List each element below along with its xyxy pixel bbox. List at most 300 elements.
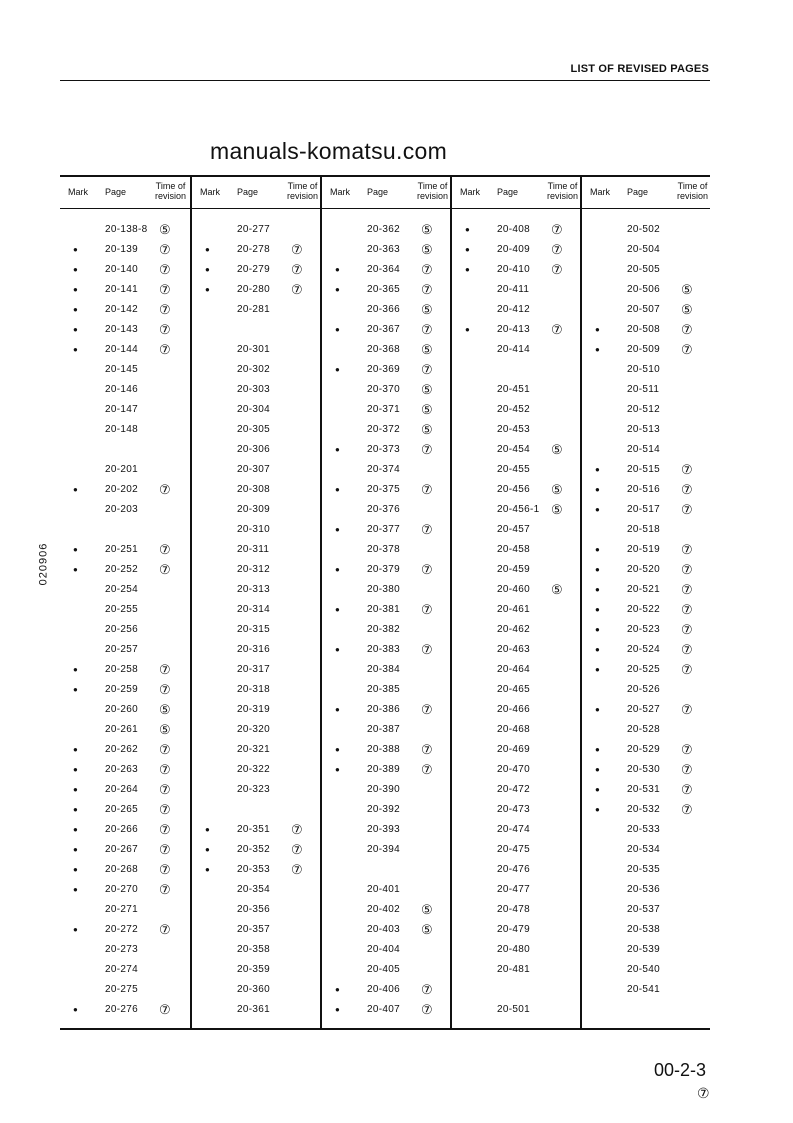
page-revision-mark: ⑦ <box>697 1085 710 1101</box>
page-ref: 20-279 <box>237 264 270 275</box>
table-row <box>322 380 452 400</box>
page-ref: 20-261 <box>105 724 138 735</box>
time-of-revision: ⑤ <box>551 482 563 497</box>
time-of-revision: ⑦ <box>681 502 693 517</box>
time-of-revision: ⑦ <box>291 822 303 837</box>
time-of-revision: ⑦ <box>681 562 693 577</box>
time-of-revision: ⑦ <box>159 802 171 817</box>
table-row <box>192 880 322 900</box>
table-row <box>582 460 712 480</box>
page-ref: 20-456-1 <box>497 504 540 515</box>
page-ref: 20-271 <box>105 904 138 915</box>
table-row <box>192 760 322 780</box>
time-of-revision: ⑦ <box>681 742 693 757</box>
page-ref: 20-474 <box>497 824 530 835</box>
table-row <box>192 520 322 540</box>
page-ref: 20-504 <box>627 244 660 255</box>
table-row <box>60 560 190 580</box>
table-row <box>60 460 190 480</box>
time-of-revision: ⑤ <box>421 242 433 257</box>
table-row <box>192 340 322 360</box>
table-row <box>192 900 322 920</box>
page-ref: 20-412 <box>497 304 530 315</box>
table-row <box>60 240 190 260</box>
page-ref: 20-538 <box>627 924 660 935</box>
side-code: 020906 <box>37 542 50 586</box>
revision-mark: ● <box>73 305 78 314</box>
page-ref: 20-388 <box>367 744 400 755</box>
table-row <box>60 260 190 280</box>
table-row <box>582 340 712 360</box>
page-ref: 20-408 <box>497 224 530 235</box>
page-header-title: LIST OF REVISED PAGES <box>570 63 709 75</box>
table-row <box>192 840 322 860</box>
page-ref: 20-372 <box>367 424 400 435</box>
table-row <box>192 280 322 300</box>
page-ref: 20-378 <box>367 544 400 555</box>
revision-mark: ● <box>465 265 470 274</box>
page-ref: 20-266 <box>105 824 138 835</box>
page-ref: 20-501 <box>497 1004 530 1015</box>
page-ref: 20-148 <box>105 424 138 435</box>
page-ref: 20-357 <box>237 924 270 935</box>
page-ref: 20-139 <box>105 244 138 255</box>
page-ref: 20-259 <box>105 684 138 695</box>
revision-mark: ● <box>205 845 210 854</box>
page-ref: 20-309 <box>237 504 270 515</box>
revision-mark: ● <box>595 625 600 634</box>
page-ref: 20-274 <box>105 964 138 975</box>
table-row <box>452 320 582 340</box>
page-ref: 20-267 <box>105 844 138 855</box>
time-of-revision: ⑦ <box>159 762 171 777</box>
page-ref: 20-520 <box>627 564 660 575</box>
table-row <box>582 440 712 460</box>
table-row <box>322 620 452 640</box>
revision-mark: ● <box>335 605 340 614</box>
table-row <box>192 440 322 460</box>
watermark: manuals-komatsu.com <box>210 138 448 164</box>
page-ref: 20-528 <box>627 724 660 735</box>
page-ref: 20-302 <box>237 364 270 375</box>
table-row <box>60 640 190 660</box>
table-row <box>322 720 452 740</box>
table-row <box>322 400 452 420</box>
header-mark: Mark <box>590 187 610 197</box>
page-ref: 20-323 <box>237 784 270 795</box>
page-ref: 20-394 <box>367 844 400 855</box>
table-row <box>192 740 322 760</box>
time-of-revision: ⑦ <box>421 322 433 337</box>
table-row <box>322 540 452 560</box>
page-ref: 20-518 <box>627 524 660 535</box>
table-row <box>60 600 190 620</box>
revision-mark: ● <box>595 465 600 474</box>
column-header <box>582 177 712 208</box>
page-ref: 20-523 <box>627 624 660 635</box>
page-ref: 20-476 <box>497 864 530 875</box>
page-ref: 20-256 <box>105 624 138 635</box>
time-of-revision: ⑦ <box>421 362 433 377</box>
page-ref: 20-526 <box>627 684 660 695</box>
table-row <box>60 520 190 540</box>
page-ref: 20-272 <box>105 924 138 935</box>
time-of-revision: ⑦ <box>681 602 693 617</box>
time-of-revision: ⑦ <box>291 242 303 257</box>
revision-mark: ● <box>335 445 340 454</box>
header-rule <box>60 80 710 81</box>
page-ref: 20-375 <box>367 484 400 495</box>
page-ref: 20-453 <box>497 424 530 435</box>
page-ref: 20-463 <box>497 644 530 655</box>
page-ref: 20-460 <box>497 584 530 595</box>
table-row <box>452 700 582 720</box>
table-row <box>582 560 712 580</box>
page-ref: 20-353 <box>237 864 270 875</box>
time-of-revision: ⑦ <box>681 322 693 337</box>
table-row <box>582 660 712 680</box>
table-row <box>452 420 582 440</box>
time-of-revision: ⑦ <box>159 742 171 757</box>
revised-pages-table <box>60 175 710 1030</box>
table-row <box>60 720 190 740</box>
page-ref: 20-392 <box>367 804 400 815</box>
page-ref: 20-458 <box>497 544 530 555</box>
time-of-revision: ⑦ <box>159 342 171 357</box>
table-row <box>582 820 712 840</box>
time-of-revision: ⑦ <box>421 762 433 777</box>
revision-mark: ● <box>73 325 78 334</box>
page-ref: 20-524 <box>627 644 660 655</box>
revision-mark: ● <box>595 325 600 334</box>
page-ref: 20-536 <box>627 884 660 895</box>
table-row <box>322 320 452 340</box>
page-ref: 20-142 <box>105 304 138 315</box>
table-row <box>322 240 452 260</box>
table-row <box>60 800 190 820</box>
table-row <box>452 340 582 360</box>
page-ref: 20-413 <box>497 324 530 335</box>
table-row <box>60 440 190 460</box>
page-ref: 20-141 <box>105 284 138 295</box>
time-of-revision: ⑦ <box>159 542 171 557</box>
revision-mark: ● <box>465 325 470 334</box>
page-ref: 20-268 <box>105 864 138 875</box>
table-row <box>322 700 452 720</box>
time-of-revision: ⑦ <box>159 822 171 837</box>
revision-mark: ● <box>595 745 600 754</box>
table-row <box>452 740 582 760</box>
revision-mark: ● <box>205 245 210 254</box>
page-ref: 20-534 <box>627 844 660 855</box>
table-row <box>192 800 322 820</box>
table-row <box>452 920 582 940</box>
revision-mark: ● <box>73 925 78 934</box>
page-ref: 20-255 <box>105 604 138 615</box>
table-row <box>192 820 322 840</box>
page-ref: 20-393 <box>367 824 400 835</box>
revision-mark: ● <box>595 785 600 794</box>
table-row <box>60 480 190 500</box>
table-row <box>60 420 190 440</box>
revision-mark: ● <box>595 545 600 554</box>
table-row <box>582 780 712 800</box>
page-ref: 20-318 <box>237 684 270 695</box>
time-of-revision: ⑦ <box>421 742 433 757</box>
header-page: Page <box>237 187 259 197</box>
page-ref: 20-322 <box>237 764 270 775</box>
table-row <box>60 840 190 860</box>
time-of-revision: ⑤ <box>551 502 563 517</box>
page-ref: 20-364 <box>367 264 400 275</box>
page-ref: 20-362 <box>367 224 400 235</box>
header-time-of-revision <box>677 181 708 201</box>
table-row <box>582 740 712 760</box>
time-of-revision: ⑦ <box>159 662 171 677</box>
table-row <box>582 840 712 860</box>
page-ref: 20-277 <box>237 224 270 235</box>
page-ref: 20-452 <box>497 404 530 415</box>
table-row <box>452 940 582 960</box>
table-row <box>60 920 190 940</box>
time-of-revision: ⑦ <box>681 582 693 597</box>
page-ref: 20-143 <box>105 324 138 335</box>
table-row <box>60 620 190 640</box>
page-ref: 20-260 <box>105 704 138 715</box>
page-ref: 20-533 <box>627 824 660 835</box>
table-row <box>582 480 712 500</box>
revision-mark: ● <box>73 825 78 834</box>
header-time-of-revision <box>155 181 186 201</box>
page-ref: 20-254 <box>105 584 138 595</box>
table-row <box>322 440 452 460</box>
page-ref: 20-145 <box>105 364 138 375</box>
table-row <box>452 980 582 1000</box>
revision-mark: ● <box>73 665 78 674</box>
page-ref: 20-278 <box>237 244 270 255</box>
table-row <box>60 500 190 520</box>
revision-mark: ● <box>73 245 78 254</box>
table-row <box>192 360 322 380</box>
table-row <box>60 820 190 840</box>
table-row <box>582 580 712 600</box>
table-row <box>582 360 712 380</box>
table-row <box>60 980 190 1000</box>
table-row <box>452 600 582 620</box>
table-row <box>452 480 582 500</box>
page-ref: 20-270 <box>105 884 138 895</box>
table-row <box>452 660 582 680</box>
time-of-revision: ⑦ <box>681 342 693 357</box>
revision-mark: ● <box>73 565 78 574</box>
table-row <box>192 980 322 1000</box>
time-of-revision: ⑤ <box>421 342 433 357</box>
page-ref: 20-379 <box>367 564 400 575</box>
table-row <box>452 580 582 600</box>
revision-mark: ● <box>595 485 600 494</box>
revision-mark: ● <box>335 525 340 534</box>
page-ref: 20-304 <box>237 404 270 415</box>
time-of-revision: ⑦ <box>421 1002 433 1017</box>
time-of-revision: ⑦ <box>159 862 171 877</box>
page-ref: 20-527 <box>627 704 660 715</box>
page-ref: 20-531 <box>627 784 660 795</box>
page-ref: 20-374 <box>367 464 400 475</box>
table-row <box>192 960 322 980</box>
table-row <box>60 540 190 560</box>
revision-mark: ● <box>335 285 340 294</box>
revision-mark: ● <box>595 345 600 354</box>
time-of-revision: ⑦ <box>421 982 433 997</box>
table-row <box>322 640 452 660</box>
table-row <box>582 300 712 320</box>
time-of-revision: ⑦ <box>159 842 171 857</box>
table-row <box>452 500 582 520</box>
page-ref: 20-321 <box>237 744 270 755</box>
table-row <box>60 580 190 600</box>
table-row <box>322 780 452 800</box>
table-row <box>582 620 712 640</box>
header-page: Page <box>497 187 519 197</box>
table-row <box>322 860 452 880</box>
table-row <box>192 300 322 320</box>
table-row <box>60 700 190 720</box>
time-of-revision: ⑦ <box>681 482 693 497</box>
table-row <box>452 760 582 780</box>
table-row <box>192 540 322 560</box>
page-ref: 20-369 <box>367 364 400 375</box>
table-row <box>582 540 712 560</box>
page-ref: 20-508 <box>627 324 660 335</box>
table-row <box>322 420 452 440</box>
column-header <box>192 177 322 208</box>
page-ref: 20-509 <box>627 344 660 355</box>
header-rev-line1: Time of <box>677 181 708 191</box>
page-ref: 20-312 <box>237 564 270 575</box>
page-ref: 20-316 <box>237 644 270 655</box>
time-of-revision: ⑤ <box>159 222 171 237</box>
page-ref: 20-384 <box>367 664 400 675</box>
page-ref: 20-516 <box>627 484 660 495</box>
table-row <box>452 880 582 900</box>
page-ref: 20-464 <box>497 664 530 675</box>
header-mark: Mark <box>330 187 350 197</box>
page-ref: 20-203 <box>105 504 138 515</box>
page-ref: 20-377 <box>367 524 400 535</box>
time-of-revision: ⑤ <box>421 922 433 937</box>
page-ref: 20-513 <box>627 424 660 435</box>
table-row <box>192 860 322 880</box>
time-of-revision: ⑤ <box>421 422 433 437</box>
page-ref: 20-361 <box>237 1004 270 1015</box>
table-row <box>322 960 452 980</box>
revision-mark: ● <box>335 325 340 334</box>
page-ref: 20-311 <box>237 544 270 555</box>
page-ref: 20-410 <box>497 264 530 275</box>
table-row <box>322 680 452 700</box>
revision-mark: ● <box>73 805 78 814</box>
table-row <box>322 900 452 920</box>
table-row <box>582 1000 712 1020</box>
page-ref: 20-402 <box>367 904 400 915</box>
page-ref: 20-481 <box>497 964 530 975</box>
revision-mark: ● <box>335 485 340 494</box>
revision-mark: ● <box>73 765 78 774</box>
header-mark: Mark <box>200 187 220 197</box>
revision-mark: ● <box>335 705 340 714</box>
time-of-revision: ⑦ <box>291 282 303 297</box>
page-ref: 20-317 <box>237 664 270 675</box>
table-row <box>322 520 452 540</box>
page-ref: 20-138-8 <box>105 224 148 235</box>
table-row <box>192 500 322 520</box>
time-of-revision: ⑦ <box>421 282 433 297</box>
table-column-group <box>580 177 710 1028</box>
header-time-of-revision <box>547 181 578 201</box>
page-ref: 20-530 <box>627 764 660 775</box>
revision-mark: ● <box>595 565 600 574</box>
time-of-revision: ⑦ <box>159 682 171 697</box>
table-row <box>452 360 582 380</box>
page-ref: 20-480 <box>497 944 530 955</box>
table-column-group <box>450 177 580 1028</box>
time-of-revision: ⑦ <box>681 622 693 637</box>
table-row <box>60 760 190 780</box>
page-ref: 20-461 <box>497 604 530 615</box>
page-ref: 20-409 <box>497 244 530 255</box>
table-row <box>192 680 322 700</box>
page-ref: 20-380 <box>367 584 400 595</box>
time-of-revision: ⑤ <box>421 302 433 317</box>
table-row <box>322 500 452 520</box>
page-ref: 20-281 <box>237 304 270 315</box>
page-ref: 20-251 <box>105 544 138 555</box>
header-mark: Mark <box>460 187 480 197</box>
page-ref: 20-456 <box>497 484 530 495</box>
page-ref: 20-371 <box>367 404 400 415</box>
page-ref: 20-475 <box>497 844 530 855</box>
time-of-revision: ⑦ <box>291 842 303 857</box>
table-row <box>322 460 452 480</box>
page-ref: 20-320 <box>237 724 270 735</box>
page-ref: 20-358 <box>237 944 270 955</box>
table-row <box>322 1000 452 1020</box>
table-row <box>452 800 582 820</box>
table-row <box>452 820 582 840</box>
table-row <box>582 960 712 980</box>
page-ref: 20-506 <box>627 284 660 295</box>
table-row <box>322 760 452 780</box>
time-of-revision: ⑤ <box>421 402 433 417</box>
page-ref: 20-477 <box>497 884 530 895</box>
page-ref: 20-525 <box>627 664 660 675</box>
time-of-revision: ⑦ <box>159 562 171 577</box>
header-rev-line1: Time of <box>417 181 448 191</box>
header-mark: Mark <box>68 187 88 197</box>
table-row <box>452 560 582 580</box>
table-row <box>60 780 190 800</box>
page-ref: 20-529 <box>627 744 660 755</box>
time-of-revision: ⑦ <box>551 322 563 337</box>
page-ref: 20-310 <box>237 524 270 535</box>
page-ref: 20-517 <box>627 504 660 515</box>
page-ref: 20-382 <box>367 624 400 635</box>
table-row <box>582 980 712 1000</box>
page-ref: 20-315 <box>237 624 270 635</box>
table-row <box>452 240 582 260</box>
page-ref: 20-265 <box>105 804 138 815</box>
revision-mark: ● <box>73 845 78 854</box>
